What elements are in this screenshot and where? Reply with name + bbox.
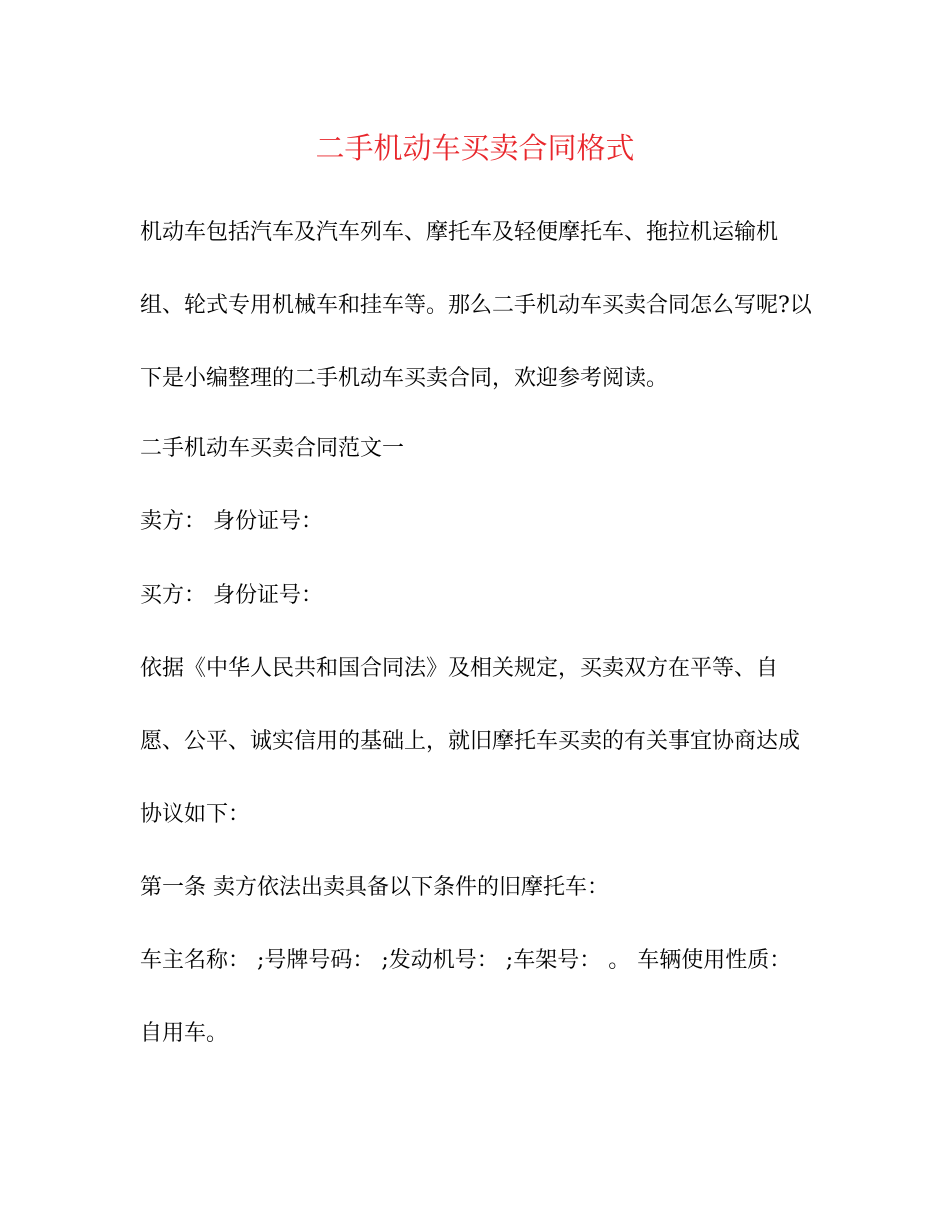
- intro-line-1: 机动车包括汽车及汽车列车、摩托车及轻便摩托车、拖拉机运输机: [140, 220, 779, 245]
- buyer-line: 买方： 身份证号：: [140, 583, 323, 608]
- intro-line-3: 下是小编整理的二手机动车买卖合同，欢迎参考阅读。: [140, 366, 669, 391]
- intro-line-2: 组、轮式专用机械车和挂车等。那么二手机动车买卖合同怎么写呢?以: [140, 293, 812, 318]
- document-title: 二手机动车买卖合同格式: [315, 131, 635, 165]
- seller-line: 卖方： 身份证号：: [140, 509, 323, 534]
- basis-line-3: 协议如下：: [140, 802, 251, 827]
- vehicle-info-line: 车主名称： ;号牌号码： ;发动机号： ;车架号： 。 车辆使用性质：: [140, 948, 792, 973]
- article-one-line: 第一条 卖方依法出卖具备以下条件的旧摩托车：: [140, 875, 609, 900]
- vehicle-use-line: 自用车。: [140, 1021, 229, 1046]
- basis-line-2: 愿、公平、诚实信用的基础上，就旧摩托车买卖的有关事宜协商达成: [140, 729, 801, 754]
- basis-line-1: 依据《中华人民共和国合同法》及相关规定，买卖双方在平等、自: [140, 656, 779, 681]
- section-heading: 二手机动车买卖合同范文一: [140, 436, 405, 461]
